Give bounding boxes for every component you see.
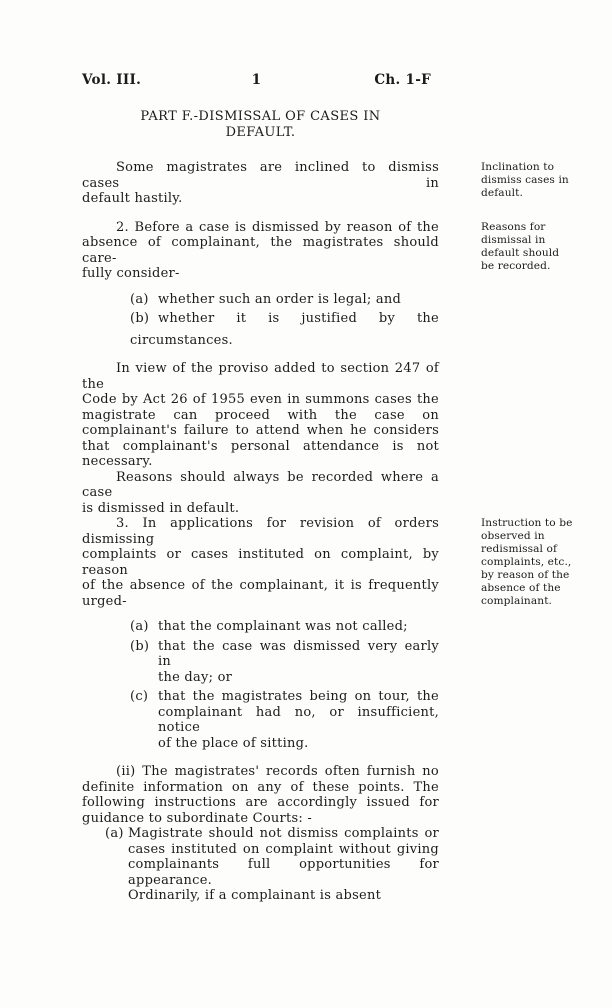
part-title-line: PART F.-DISMISSAL OF CASES IN [140,109,381,124]
text-line: Ordinarily, if a complainant is absent [128,888,382,903]
text-line: definite information on any of these points. The [82,779,439,795]
text-line: fully consider- [82,266,180,281]
text-line: necessary. [82,454,153,469]
paragraph [82,220,439,282]
text-line: guidance to subordinate Courts: - [82,810,313,826]
text-line: Reasons should always be recorded where a case [82,469,439,500]
list [82,292,439,349]
text-line: that complainant's personal attendance is not [82,438,439,454]
text-line: whether such an order is legal; and [158,291,402,307]
text-line: complainant had no, or insufficient, notice [158,704,439,735]
main-column [82,72,439,904]
header-volume: Vol. III. [82,72,142,88]
list-marker: (b) [130,311,150,326]
text-line: that the magistrates being on tour, the [158,689,439,704]
list-item [130,689,439,751]
list-item-text [158,689,439,751]
text-line: following instructions are accordingly issued for [82,795,439,810]
margin-note: Instruction to be observed in redismissal of complaints, etc., by reason of the absence of the complainant. [481,517,573,607]
paragraph [82,764,439,826]
list-item-text [158,619,439,635]
list-marker: (a) [130,619,149,634]
text-line: default hastily. [82,191,183,206]
list-item [130,292,439,308]
text-line: 3. In applications for revision of orders dismissing [82,516,439,547]
list-marker: (a) [105,826,124,841]
part-title-line: DEFAULT. [225,125,296,140]
list-item-text [128,826,439,904]
paragraph [82,516,439,609]
text-line: (ii) The magistrates' records often furnish no [116,764,439,779]
list-marker: (a) [130,291,149,307]
text-line: urged- [82,593,127,609]
list [82,619,439,751]
text-line: is dismissed in default. [82,500,240,516]
margin-note: Inclination to dismiss cases in default. [481,161,569,199]
list [82,826,439,904]
text-line: circumstances. [130,332,233,348]
list-marker: (c) [130,689,149,704]
text-line: absence of complainant, the magistrates should care- [82,235,439,266]
text-line: cases instituted on complaint without giving [128,841,439,857]
header-page-number: 1 [251,72,262,88]
text-line: Some magistrates are inclined to dismiss cases in [82,160,439,191]
text-line: of the absence of the complainant, it is frequently [82,578,439,593]
notes-column [481,0,573,1008]
text-line: magistrate can proceed with the case on [82,407,439,423]
list-item [105,826,439,904]
text-line: Magistrate should not dismiss complaints or [128,826,439,841]
text-line: complaints or cases instituted on complaint, by reason [82,547,439,578]
text-line: the day; or [158,669,233,685]
text-line: 2. Before a case is dismissed by reason of the [116,219,439,235]
paragraph [82,361,439,470]
list-item-text [130,311,439,348]
page-header [82,72,439,88]
part-title [82,109,439,141]
text-line: In view of the proviso added to section 247 of the [82,361,439,392]
paragraph [82,160,439,207]
text-line: that the complainant was not called; [158,619,408,634]
text-line: that the case was dismissed very early in [158,638,439,669]
text-line: complainant's failure to attend when he considers [82,423,439,438]
margin-note: Reasons for dismissal in default should be recorded. [481,220,560,272]
list-item [130,619,439,635]
list-marker: (b) [130,638,150,654]
list-item [130,639,439,686]
list-item-text [158,292,439,308]
text-line: Code by Act 26 of 1955 even in summons cases the [82,392,439,407]
text-line: of the place of sitting. [158,735,309,751]
text-line: whether it is justified by the [158,311,439,326]
header-chapter: Ch. 1-F [374,72,431,88]
list-item [130,311,439,348]
paragraph [82,470,439,517]
list-item-text [158,639,439,686]
text-line: complainants full opportunities for appearance. [128,857,439,888]
